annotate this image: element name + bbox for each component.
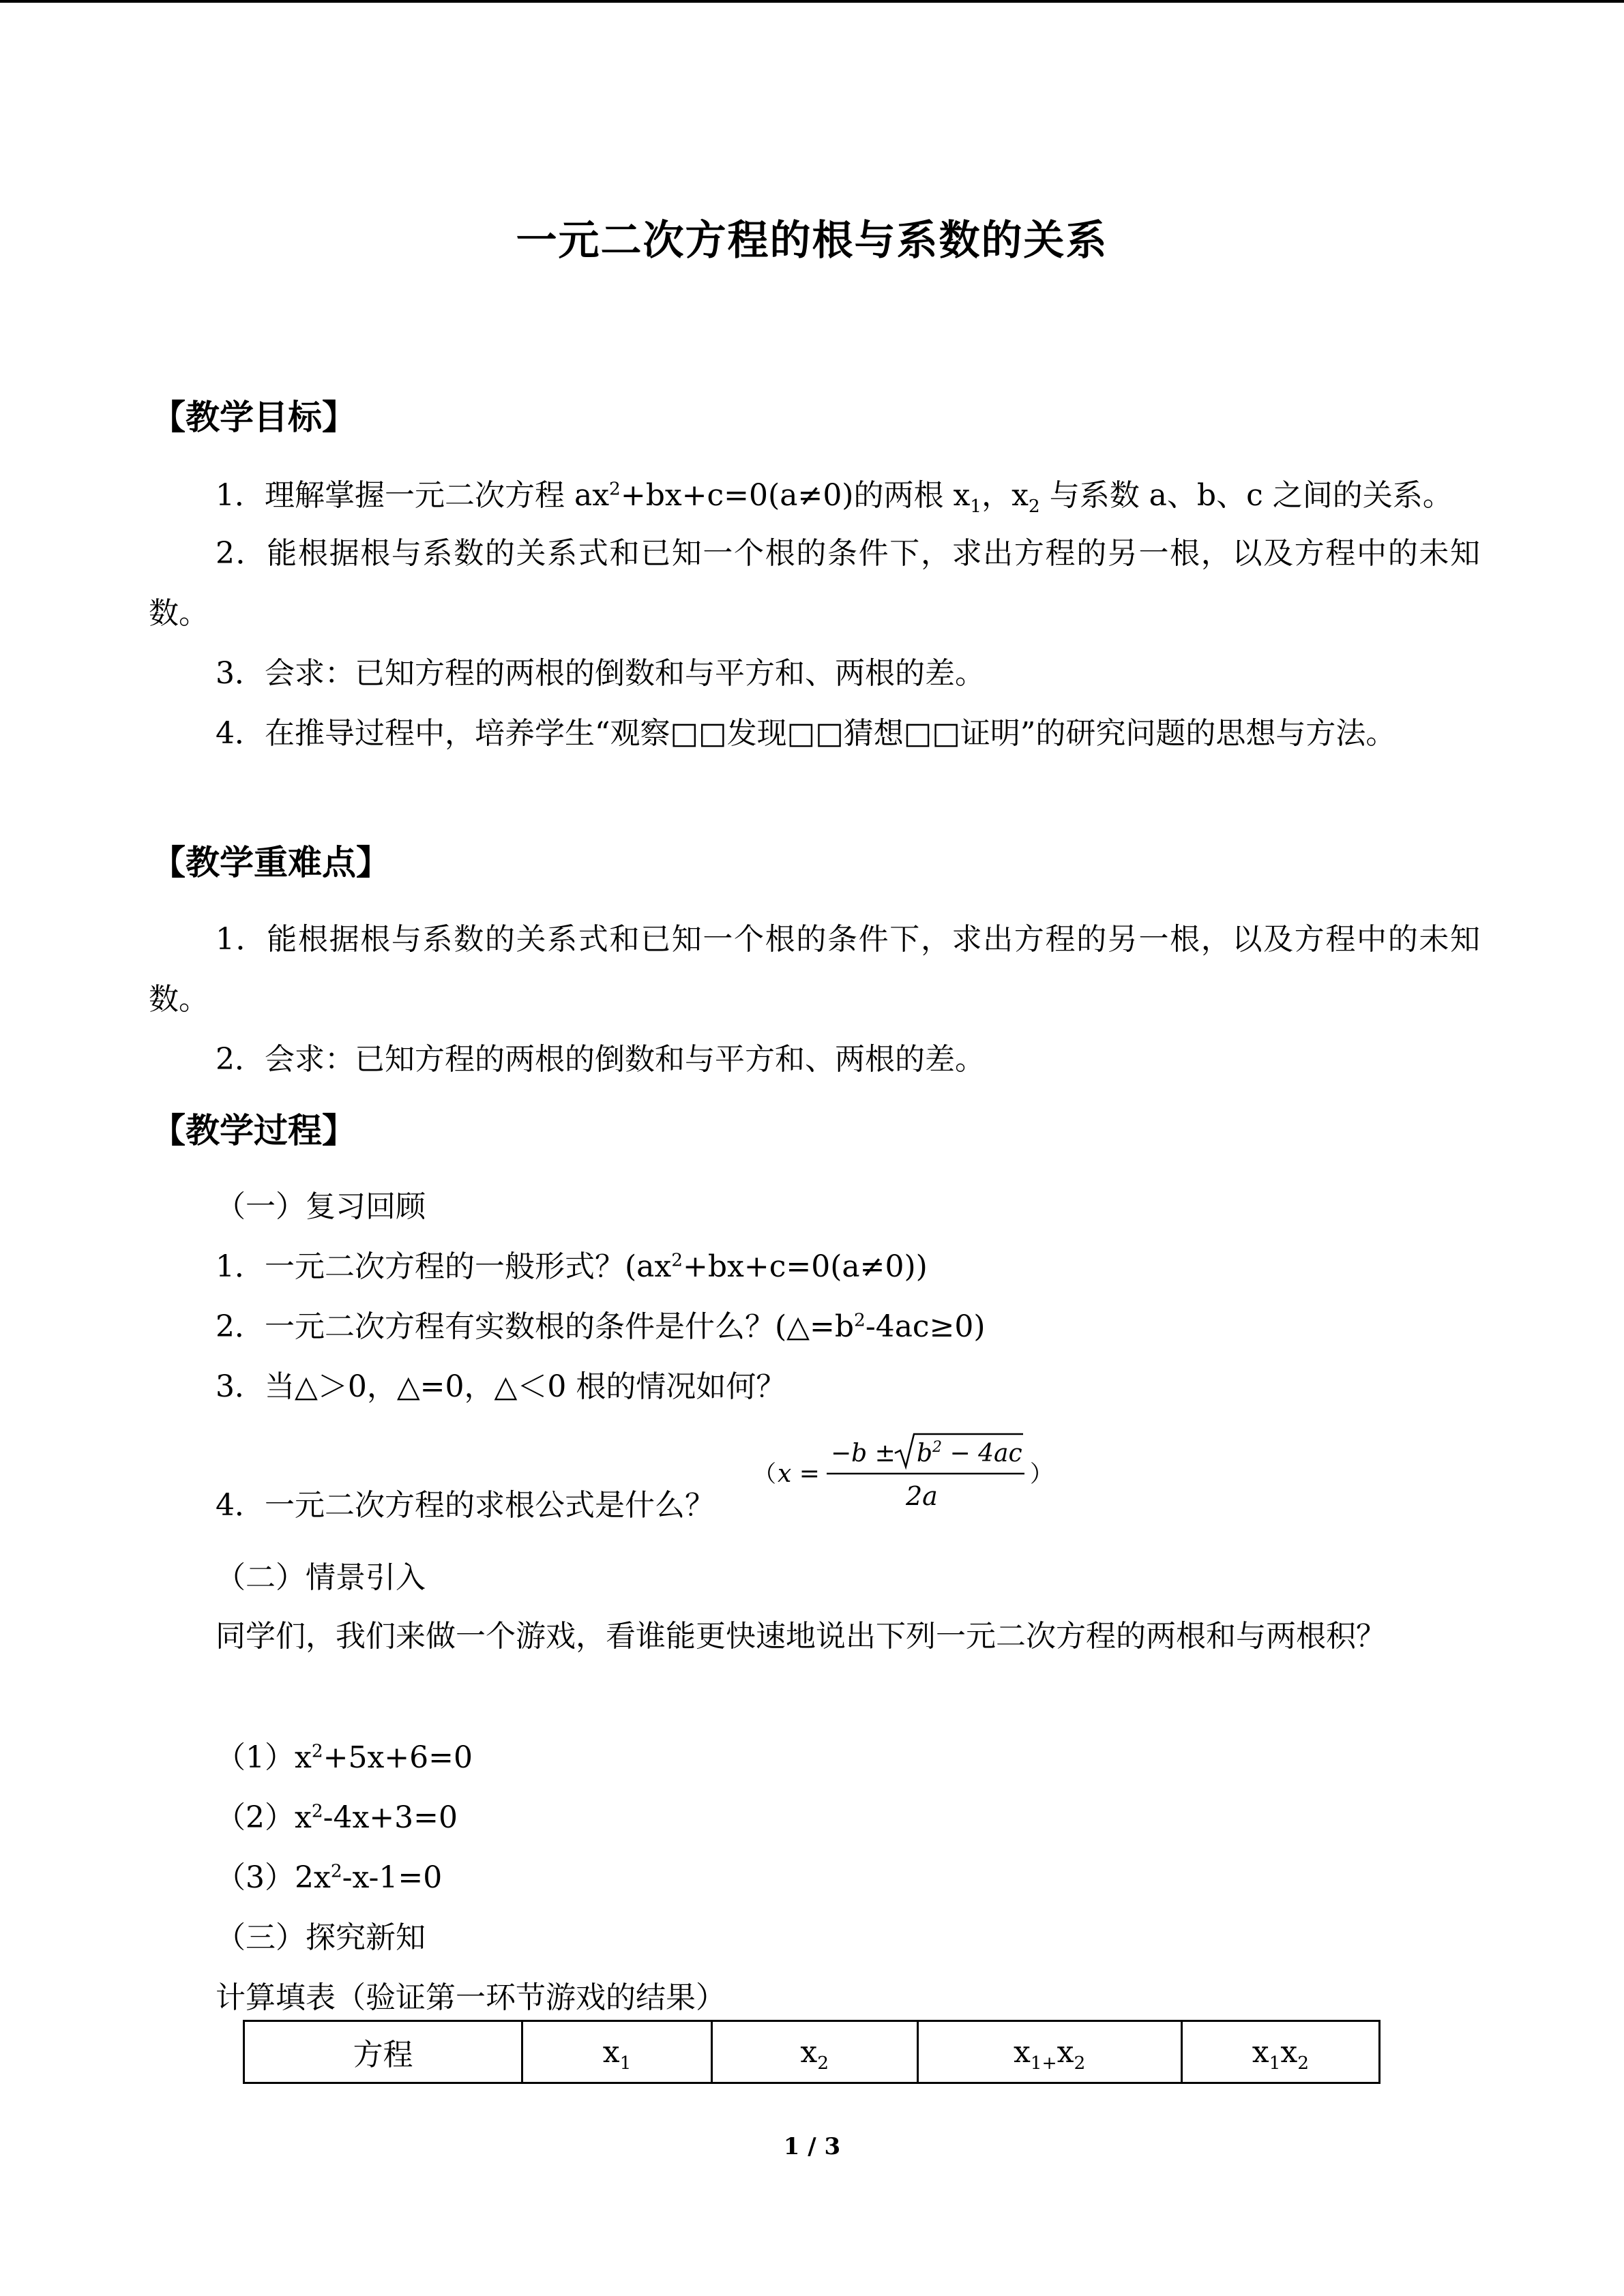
formula-numerator: −b ± bbox=[831, 1440, 896, 1467]
formula-open-paren: （ bbox=[753, 1461, 776, 1488]
formula-denominator: 2a bbox=[906, 1481, 938, 1511]
scenario-title: （二）情景引入 bbox=[216, 1560, 426, 1595]
difficulty-2: 2．会求：已知方程的两根的倒数和与平方和、两根的差。 bbox=[216, 1042, 985, 1077]
header-sum: $x_{1+}x_2$ bbox=[917, 2021, 1181, 2083]
header-x1: $x_1$ bbox=[522, 2021, 712, 2083]
review-question-2: 2．一元二次方程有实数根的条件是什么？$(\triangle=b^2-4ac\ge 0)$ bbox=[216, 1309, 986, 1344]
calculation-table bbox=[243, 2020, 1381, 2084]
heading-process: 【教学过程】 bbox=[151, 1111, 356, 1150]
table-caption: 计算填表（验证第一环节游戏的结果） bbox=[216, 1980, 726, 2015]
review-question-4: 4．一元二次方程的求根公式是什么？ bbox=[216, 1488, 715, 1523]
objective-3: 3．会求：已知方程的两根的倒数和与平方和、两根的差。 bbox=[216, 656, 985, 691]
objective-1: 1．理解掌握一元二次方程 $ax^2+bx+c=0(a\ne 0)$的两根 $x_1$，$x_2$ 与系数 a、b、c 之间的关系。 bbox=[216, 478, 1453, 517]
formula-close-paren: ） bbox=[1030, 1461, 1053, 1488]
table-header-row bbox=[244, 2021, 1380, 2083]
scenario-text: 同学们，我们来做一个游戏，看谁能更快速地说出下列一元二次方程的两根和与两根积？ bbox=[216, 1619, 1386, 1654]
header-x2: $x_2$ bbox=[711, 2021, 917, 2083]
difficulty-1: 1．能根据根与系数的关系式和已知一个根的条件下，求出方程的另一根，以及方程中的未知数。 bbox=[149, 922, 1480, 1017]
formula-lhs: x = bbox=[778, 1460, 820, 1488]
heading-difficulties: 【教学重难点】 bbox=[151, 843, 390, 882]
heading-objectives: 【教学目标】 bbox=[151, 398, 356, 437]
scenario-equation-3: $(3)2x^2-x-1=0$ bbox=[216, 1860, 443, 1895]
review-title: （一）复习回顾 bbox=[216, 1189, 426, 1224]
page-title: 一元二次方程的根与系数的关系 bbox=[516, 217, 1108, 265]
page-top-border bbox=[0, 0, 1624, 3]
review-question-1: 1．一元二次方程的一般形式？$(ax^2+bx+c=0(a\ne 0))$ bbox=[216, 1249, 928, 1284]
page-number: 1 / 3 bbox=[783, 2133, 841, 2160]
explore-title: （三）探究新知 bbox=[216, 1920, 426, 1955]
quadratic-formula bbox=[750, 1429, 1053, 1517]
scenario-equation-2: $(2)x^2-4x+3=0$ bbox=[216, 1800, 458, 1835]
objective-2: 2．能根据根与系数的关系式和已知一个根的条件下，求出方程的另一根，以及方程中的未知数。 bbox=[149, 536, 1480, 631]
header-product: $x_1x_2$ bbox=[1181, 2021, 1379, 2083]
scenario-equation-1: $(1)x^2+5x+6=0$ bbox=[216, 1740, 473, 1775]
header-equation: 方程 bbox=[244, 2021, 522, 2083]
formula-radicand: $b^2 - 4ac$ bbox=[917, 1439, 1022, 1467]
review-question-3: 3．当△＞0，△=0，△＜0 根的情况如何？ bbox=[216, 1369, 786, 1404]
objective-4: 4．在推导过程中，培养学生“观察□□发现□□猜想□□证明”的研究问题的思想与方法。 bbox=[216, 716, 1396, 751]
